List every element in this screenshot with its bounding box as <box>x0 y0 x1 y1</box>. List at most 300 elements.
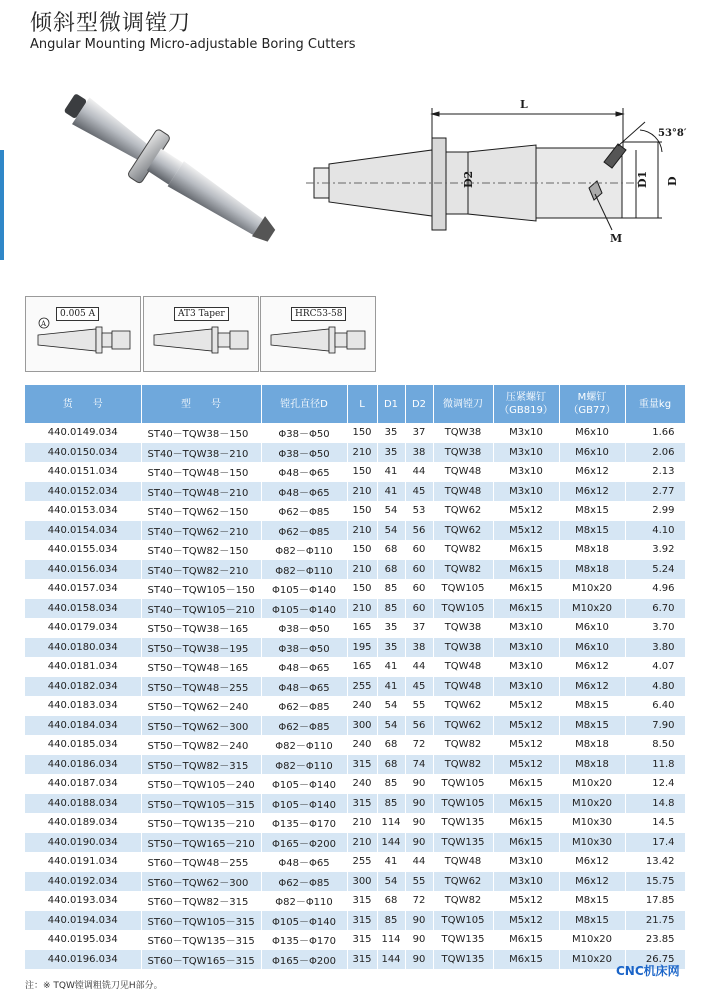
cell-d2: 60 <box>405 599 433 619</box>
table-row <box>25 696 685 716</box>
cell-m-screw: M10x20 <box>559 930 625 950</box>
cell-model: ST40－TQW38－150 <box>141 423 261 443</box>
cell-d1: 68 <box>377 540 405 560</box>
cell-d2: 60 <box>405 579 433 599</box>
cell-clamp-screw: M6x15 <box>493 794 559 814</box>
header-item-no <box>25 385 141 423</box>
cell-m-screw: M8x15 <box>559 501 625 521</box>
cell-d2: 90 <box>405 813 433 833</box>
cell-d2: 45 <box>405 677 433 697</box>
cell-length: 315 <box>347 911 377 931</box>
table-row <box>25 716 685 736</box>
cell-bore-diameter: Φ38－Φ50 <box>261 443 347 463</box>
cell-item-no: 440.0156.034 <box>25 560 141 580</box>
table-row <box>25 833 685 853</box>
cell-micro-cutter: TQW82 <box>433 540 493 560</box>
cell-weight: 6.70 <box>625 599 685 619</box>
cell-micro-cutter: TQW62 <box>433 716 493 736</box>
cell-clamp-screw: M5x12 <box>493 735 559 755</box>
dim-D1-label: D1 <box>636 170 649 188</box>
cell-item-no: 440.0192.034 <box>25 872 141 892</box>
cell-item-no: 440.0194.034 <box>25 911 141 931</box>
cell-micro-cutter: TQW105 <box>433 794 493 814</box>
cell-item-no: 440.0193.034 <box>25 891 141 911</box>
cell-item-no: 440.0150.034 <box>25 443 141 463</box>
cell-micro-cutter: TQW48 <box>433 462 493 482</box>
cell-weight: 14.8 <box>625 794 685 814</box>
cell-micro-cutter: TQW135 <box>433 833 493 853</box>
cell-length: 210 <box>347 443 377 463</box>
cell-m-screw: M8x15 <box>559 911 625 931</box>
cell-weight: 3.80 <box>625 638 685 658</box>
header-weight <box>625 385 685 423</box>
cell-model: ST50－TQW62－300 <box>141 716 261 736</box>
cell-clamp-screw: M3x10 <box>493 423 559 443</box>
cell-bore-diameter: Φ48－Φ65 <box>261 852 347 872</box>
cell-weight: 2.13 <box>625 462 685 482</box>
cell-item-no: 440.0189.034 <box>25 813 141 833</box>
table-row <box>25 482 685 502</box>
cell-clamp-screw: M6x15 <box>493 599 559 619</box>
cell-bore-diameter: Φ48－Φ65 <box>261 462 347 482</box>
dim-L-label: L <box>520 98 528 111</box>
cell-bore-diameter: Φ62－Φ85 <box>261 501 347 521</box>
cell-length: 210 <box>347 482 377 502</box>
header-d1 <box>377 385 405 423</box>
cell-micro-cutter: TQW48 <box>433 677 493 697</box>
cell-bore-diameter: Φ82－Φ110 <box>261 560 347 580</box>
cell-d2: 45 <box>405 482 433 502</box>
cell-d2: 60 <box>405 560 433 580</box>
cell-m-screw: M10x20 <box>559 579 625 599</box>
cell-d2: 56 <box>405 716 433 736</box>
cell-m-screw: M10x20 <box>559 774 625 794</box>
cell-d1: 114 <box>377 813 405 833</box>
thumbnail-taper <box>143 296 259 372</box>
table-row <box>25 852 685 872</box>
cell-m-screw: M6x12 <box>559 677 625 697</box>
cell-d1: 68 <box>377 560 405 580</box>
cell-length: 300 <box>347 872 377 892</box>
cell-item-no: 440.0187.034 <box>25 774 141 794</box>
header-length-text: L <box>359 398 365 410</box>
cell-bore-diameter: Φ62－Φ85 <box>261 872 347 892</box>
table-row <box>25 618 685 638</box>
cell-d2: 44 <box>405 852 433 872</box>
cell-d2: 38 <box>405 443 433 463</box>
cell-d2: 56 <box>405 521 433 541</box>
cell-length: 315 <box>347 930 377 950</box>
cell-weight: 3.92 <box>625 540 685 560</box>
cell-length: 210 <box>347 521 377 541</box>
cell-item-no: 440.0181.034 <box>25 657 141 677</box>
dim-D-label: D <box>666 176 679 186</box>
cell-d1: 35 <box>377 423 405 443</box>
header-micro-cutter-text: 微调镗刀 <box>443 398 483 410</box>
cell-micro-cutter: TQW82 <box>433 735 493 755</box>
cell-micro-cutter: TQW105 <box>433 774 493 794</box>
cell-d2: 44 <box>405 462 433 482</box>
cell-d1: 41 <box>377 482 405 502</box>
cell-d1: 41 <box>377 852 405 872</box>
header-model <box>141 385 261 423</box>
cell-item-no: 440.0154.034 <box>25 521 141 541</box>
cell-weight: 4.80 <box>625 677 685 697</box>
cell-model: ST50－TQW82－315 <box>141 755 261 775</box>
footnote: 注：※ TQW镗调粗铣刀见H部分。 <box>25 981 163 991</box>
table-row <box>25 911 685 931</box>
cell-model: ST40－TQW62－150 <box>141 501 261 521</box>
cell-d1: 68 <box>377 735 405 755</box>
cell-m-screw: M6x12 <box>559 462 625 482</box>
cell-d2: 37 <box>405 618 433 638</box>
cell-weight: 2.06 <box>625 443 685 463</box>
cell-length: 240 <box>347 774 377 794</box>
cell-micro-cutter: TQW62 <box>433 521 493 541</box>
table-row <box>25 872 685 892</box>
cell-d1: 41 <box>377 657 405 677</box>
table-row <box>25 891 685 911</box>
cell-clamp-screw: M3x10 <box>493 443 559 463</box>
cell-clamp-screw: M5x12 <box>493 521 559 541</box>
header-length <box>347 385 377 423</box>
side-accent-strip <box>0 150 4 260</box>
cell-d2: 90 <box>405 794 433 814</box>
cell-m-screw: M6x12 <box>559 852 625 872</box>
cell-clamp-screw: M6x15 <box>493 930 559 950</box>
cell-weight: 1.66 <box>625 423 685 443</box>
cell-clamp-screw: M5x12 <box>493 911 559 931</box>
cell-d2: 38 <box>405 638 433 658</box>
cell-m-screw: M10x30 <box>559 813 625 833</box>
cell-d2: 72 <box>405 735 433 755</box>
cell-model: ST40－TQW105－150 <box>141 579 261 599</box>
cell-model: ST50－TQW48－255 <box>141 677 261 697</box>
header-m-screw <box>559 385 625 423</box>
cell-clamp-screw: M3x10 <box>493 482 559 502</box>
cell-clamp-screw: M3x10 <box>493 638 559 658</box>
header-bore-diameter-text: 镗孔直径D <box>280 398 328 410</box>
datum-a-label: A <box>41 320 47 328</box>
cell-micro-cutter: TQW105 <box>433 911 493 931</box>
table-row <box>25 423 685 443</box>
cell-model: ST50－TQW38－195 <box>141 638 261 658</box>
cell-model: ST60－TQW135－315 <box>141 930 261 950</box>
header-item-no-text: 货 号 <box>62 398 103 410</box>
cell-weight: 23.85 <box>625 930 685 950</box>
cell-bore-diameter: Φ48－Φ65 <box>261 677 347 697</box>
cell-clamp-screw: M3x10 <box>493 618 559 638</box>
cell-bore-diameter: Φ38－Φ50 <box>261 638 347 658</box>
cell-d1: 85 <box>377 911 405 931</box>
cell-m-screw: M6x12 <box>559 482 625 502</box>
cell-clamp-screw: M5x12 <box>493 501 559 521</box>
cell-clamp-screw: M5x12 <box>493 696 559 716</box>
cell-d1: 54 <box>377 716 405 736</box>
cell-model: ST50－TQW105－315 <box>141 794 261 814</box>
cell-d2: 44 <box>405 657 433 677</box>
cell-micro-cutter: TQW135 <box>433 813 493 833</box>
table-row <box>25 599 685 619</box>
cell-d2: 90 <box>405 833 433 853</box>
cell-clamp-screw: M3x10 <box>493 677 559 697</box>
cell-weight: 5.24 <box>625 560 685 580</box>
cell-bore-diameter: Φ165－Φ200 <box>261 833 347 853</box>
cell-model: ST40－TQW62－210 <box>141 521 261 541</box>
cell-weight: 6.40 <box>625 696 685 716</box>
cell-d2: 90 <box>405 911 433 931</box>
cell-d1: 114 <box>377 930 405 950</box>
runout-tolerance-label: 0.005 A <box>56 307 99 321</box>
table-row <box>25 774 685 794</box>
cell-clamp-screw: M6x15 <box>493 774 559 794</box>
cell-weight: 7.90 <box>625 716 685 736</box>
cell-bore-diameter: Φ135－Φ170 <box>261 930 347 950</box>
cell-micro-cutter: TQW105 <box>433 599 493 619</box>
cell-length: 150 <box>347 462 377 482</box>
cell-micro-cutter: TQW38 <box>433 423 493 443</box>
cell-clamp-screw: M6x15 <box>493 579 559 599</box>
cell-clamp-screw: M3x10 <box>493 872 559 892</box>
cell-clamp-screw: M6x15 <box>493 540 559 560</box>
cell-m-screw: M8x15 <box>559 696 625 716</box>
table-row <box>25 443 685 463</box>
cell-d1: 35 <box>377 638 405 658</box>
cell-micro-cutter: TQW38 <box>433 443 493 463</box>
cell-weight: 4.10 <box>625 521 685 541</box>
cell-d1: 54 <box>377 501 405 521</box>
cell-length: 150 <box>347 579 377 599</box>
cell-m-screw: M10x30 <box>559 833 625 853</box>
cell-weight: 2.99 <box>625 501 685 521</box>
cell-bore-diameter: Φ62－Φ85 <box>261 716 347 736</box>
cell-d1: 54 <box>377 872 405 892</box>
cell-m-screw: M8x18 <box>559 540 625 560</box>
cell-weight: 8.50 <box>625 735 685 755</box>
cell-d1: 41 <box>377 677 405 697</box>
cell-item-no: 440.0183.034 <box>25 696 141 716</box>
cell-model: ST60－TQW105－315 <box>141 911 261 931</box>
watermark-logo: CNC机床网 <box>616 964 680 978</box>
cell-model: ST50－TQW62－240 <box>141 696 261 716</box>
cell-d2: 60 <box>405 540 433 560</box>
table-row <box>25 560 685 580</box>
cell-item-no: 440.0151.034 <box>25 462 141 482</box>
cell-clamp-screw: M5x12 <box>493 891 559 911</box>
table-row <box>25 735 685 755</box>
cell-model: ST50－TQW165－210 <box>141 833 261 853</box>
cell-m-screw: M6x12 <box>559 872 625 892</box>
cell-model: ST40－TQW38－210 <box>141 443 261 463</box>
cell-length: 315 <box>347 891 377 911</box>
cell-d1: 85 <box>377 774 405 794</box>
cell-clamp-screw: M6x15 <box>493 950 559 970</box>
cell-bore-diameter: Φ82－Φ110 <box>261 891 347 911</box>
cell-micro-cutter: TQW82 <box>433 891 493 911</box>
cell-d2: 90 <box>405 774 433 794</box>
table-row <box>25 813 685 833</box>
cell-d1: 35 <box>377 618 405 638</box>
cell-bore-diameter: Φ48－Φ65 <box>261 657 347 677</box>
cell-clamp-screw: M6x15 <box>493 560 559 580</box>
cell-d1: 85 <box>377 579 405 599</box>
table-row <box>25 501 685 521</box>
table-row <box>25 677 685 697</box>
cell-micro-cutter: TQW38 <box>433 638 493 658</box>
cell-model: ST50－TQW82－240 <box>141 735 261 755</box>
cell-model: ST50－TQW48－165 <box>141 657 261 677</box>
cell-d1: 35 <box>377 443 405 463</box>
cell-length: 300 <box>347 716 377 736</box>
thumbnail-hardness <box>260 296 376 372</box>
cell-length: 240 <box>347 735 377 755</box>
cell-bore-diameter: Φ105－Φ140 <box>261 599 347 619</box>
cell-weight: 2.77 <box>625 482 685 502</box>
cell-clamp-screw: M3x10 <box>493 852 559 872</box>
cell-bore-diameter: Φ82－Φ110 <box>261 735 347 755</box>
header-d2-text: D2 <box>411 398 427 410</box>
header-d2 <box>405 385 433 423</box>
header-m-screw-text: M螺钉 <box>577 392 607 403</box>
dim-D2-label: D2 <box>462 170 475 188</box>
cell-length: 315 <box>347 950 377 970</box>
cell-d1: 54 <box>377 521 405 541</box>
cell-m-screw: M8x18 <box>559 560 625 580</box>
header-d1-text: D1 <box>383 398 399 410</box>
cell-d1: 85 <box>377 794 405 814</box>
product-photo <box>38 86 298 256</box>
header-weight-text: 重量kg <box>638 398 672 410</box>
cell-micro-cutter: TQW135 <box>433 950 493 970</box>
cell-length: 255 <box>347 852 377 872</box>
cell-weight: 17.85 <box>625 891 685 911</box>
cell-m-screw: M8x18 <box>559 735 625 755</box>
cell-bore-diameter: Φ135－Φ170 <box>261 813 347 833</box>
cell-m-screw: M8x15 <box>559 716 625 736</box>
cell-weight: 12.4 <box>625 774 685 794</box>
cell-model: ST60－TQW165－315 <box>141 950 261 970</box>
cell-micro-cutter: TQW62 <box>433 872 493 892</box>
cell-micro-cutter: TQW62 <box>433 696 493 716</box>
table-row <box>25 930 685 950</box>
cell-micro-cutter: TQW48 <box>433 482 493 502</box>
cell-weight: 4.96 <box>625 579 685 599</box>
cell-length: 165 <box>347 618 377 638</box>
cell-bore-diameter: Φ62－Φ85 <box>261 696 347 716</box>
cell-clamp-screw: M6x15 <box>493 813 559 833</box>
cell-d2: 90 <box>405 950 433 970</box>
cell-weight: 15.75 <box>625 872 685 892</box>
header-m-screw-subtext: （GB77） <box>568 405 616 416</box>
cell-item-no: 440.0158.034 <box>25 599 141 619</box>
header-clamp-screw <box>493 385 559 423</box>
cell-length: 240 <box>347 696 377 716</box>
cell-item-no: 440.0179.034 <box>25 618 141 638</box>
cell-d1: 68 <box>377 755 405 775</box>
table-row <box>25 794 685 814</box>
cell-model: ST40－TQW105－210 <box>141 599 261 619</box>
cell-item-no: 440.0182.034 <box>25 677 141 697</box>
cell-m-screw: M6x12 <box>559 657 625 677</box>
taper-label: AT3 Taper <box>174 307 229 321</box>
cell-m-screw: M8x15 <box>559 891 625 911</box>
cell-model: ST50－TQW135－210 <box>141 813 261 833</box>
cell-bore-diameter: Φ62－Φ85 <box>261 521 347 541</box>
cell-d1: 41 <box>377 462 405 482</box>
cell-item-no: 440.0152.034 <box>25 482 141 502</box>
cell-d2: 72 <box>405 891 433 911</box>
cell-m-screw: M6x10 <box>559 618 625 638</box>
cell-length: 315 <box>347 755 377 775</box>
cell-weight: 11.8 <box>625 755 685 775</box>
cell-length: 150 <box>347 540 377 560</box>
cell-bore-diameter: Φ82－Φ110 <box>261 540 347 560</box>
cell-item-no: 440.0190.034 <box>25 833 141 853</box>
cell-item-no: 440.0153.034 <box>25 501 141 521</box>
cell-length: 195 <box>347 638 377 658</box>
cell-bore-diameter: Φ165－Φ200 <box>261 950 347 970</box>
cell-item-no: 440.0196.034 <box>25 950 141 970</box>
cell-bore-diameter: Φ105－Φ140 <box>261 774 347 794</box>
cell-model: ST50－TQW38－165 <box>141 618 261 638</box>
header-model-text: 型 号 <box>181 398 221 410</box>
cell-model: ST60－TQW48－255 <box>141 852 261 872</box>
cell-d2: 55 <box>405 872 433 892</box>
cell-weight: 3.70 <box>625 618 685 638</box>
cell-micro-cutter: TQW48 <box>433 657 493 677</box>
cell-bore-diameter: Φ105－Φ140 <box>261 794 347 814</box>
cell-weight: 17.4 <box>625 833 685 853</box>
cell-micro-cutter: TQW48 <box>433 852 493 872</box>
cell-model: ST60－TQW82－315 <box>141 891 261 911</box>
table-row <box>25 638 685 658</box>
dim-M-label: M <box>610 232 623 245</box>
cell-length: 210 <box>347 813 377 833</box>
cell-d2: 53 <box>405 501 433 521</box>
cell-item-no: 440.0184.034 <box>25 716 141 736</box>
cell-clamp-screw: M3x10 <box>493 462 559 482</box>
cell-weight: 14.5 <box>625 813 685 833</box>
cell-d2: 55 <box>405 696 433 716</box>
cell-m-screw: M10x20 <box>559 950 625 970</box>
cell-length: 255 <box>347 677 377 697</box>
cell-item-no: 440.0191.034 <box>25 852 141 872</box>
cell-bore-diameter: Φ38－Φ50 <box>261 618 347 638</box>
cell-d2: 37 <box>405 423 433 443</box>
cell-item-no: 440.0186.034 <box>25 755 141 775</box>
cell-clamp-screw: M5x12 <box>493 716 559 736</box>
cell-item-no: 440.0195.034 <box>25 930 141 950</box>
cell-item-no: 440.0155.034 <box>25 540 141 560</box>
cell-item-no: 440.0188.034 <box>25 794 141 814</box>
cell-length: 210 <box>347 560 377 580</box>
cell-m-screw: M8x15 <box>559 521 625 541</box>
cell-bore-diameter: Φ38－Φ50 <box>261 423 347 443</box>
cell-model: ST60－TQW62－300 <box>141 872 261 892</box>
cell-micro-cutter: TQW105 <box>433 579 493 599</box>
cell-model: ST40－TQW82－210 <box>141 560 261 580</box>
header-micro-cutter <box>433 385 493 423</box>
cell-model: ST40－TQW48－210 <box>141 482 261 502</box>
cell-weight: 21.75 <box>625 911 685 931</box>
technical-drawing <box>300 90 700 260</box>
cell-item-no: 440.0185.034 <box>25 735 141 755</box>
cell-micro-cutter: TQW135 <box>433 930 493 950</box>
cell-length: 210 <box>347 833 377 853</box>
thumbnail-runout <box>25 296 141 372</box>
cell-length: 165 <box>347 657 377 677</box>
cell-bore-diameter: Φ105－Φ140 <box>261 579 347 599</box>
